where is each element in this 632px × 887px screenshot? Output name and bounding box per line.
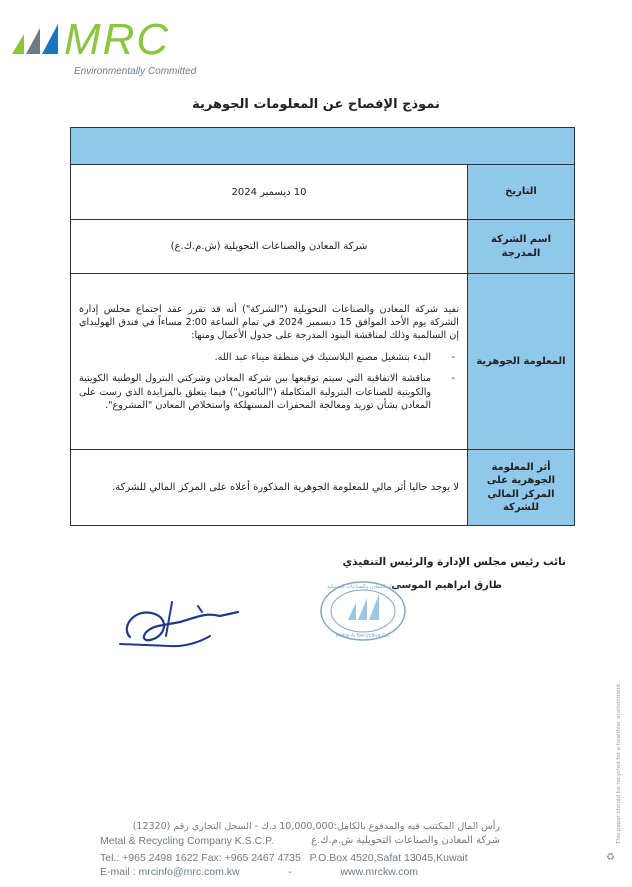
footer-company-ar: شركة المعادن والصناعات التحويلية ش.م.ك.ع: [311, 835, 500, 846]
mrc-logo: [10, 14, 200, 64]
impact-row: [71, 450, 575, 526]
footer-email: E-mail : mrcinfo@mrc.com.kw: [100, 866, 240, 878]
info-row: [71, 274, 575, 450]
footer-website[interactable]: www.mrckw.com: [340, 866, 419, 878]
handwritten-signature: [110, 592, 250, 652]
list-marker: -: [451, 373, 455, 385]
logo-text: MRC: [64, 15, 171, 64]
page-title: نموذج الإفصاح عن المعلومات الجوهرية: [192, 97, 440, 112]
footer-phones: Tel.: +965 2498 1622 Fax: +965 2467 4735: [100, 852, 301, 864]
agenda-list: [79, 351, 459, 413]
impact-label: أثر المعلومة الجوهرية على المركز المالي للشركة: [468, 450, 575, 526]
impact-value: لا يوجد حاليا أثر مالي للمعلومة الجوهرية المذكورة أعلاه على المركز المالي للشركة.: [71, 450, 468, 526]
footer-capital: رأس المال المكتتب فيه والمدفوع بالكامل:10,000,000 د.ك - السجل التجاري رقم (12320): [132, 821, 500, 832]
logo-triangle-gray: [26, 28, 40, 54]
disclosure-form-table: [70, 127, 575, 526]
table-header-row: [71, 128, 575, 165]
footer-company-en-row: [100, 835, 500, 847]
footer-address: P.O.Box 4520,Safat 13045,Kuwait: [309, 852, 468, 864]
date-row: [71, 165, 575, 220]
company-value: شركة المعادن والصناعات التحويلية (ش.م.ك.ع): [71, 220, 468, 274]
list-item: [79, 351, 459, 364]
date-value: 10 ديسمبر 2024: [71, 165, 468, 220]
footer-contact: [100, 852, 500, 864]
company-stamp: [318, 580, 408, 642]
logo-triangle-blue: [42, 24, 58, 54]
logo-tagline: Environmentally Committed: [74, 66, 197, 77]
date-label: التاريخ: [468, 165, 575, 220]
footer-company-en: Metal & Recycling Company K.S.C.P.: [100, 835, 274, 847]
stamp-english-text: Metal & Recycling Co.: [335, 633, 391, 639]
list-item-text: مناقشة الاتفاقية التي سيتم توقيعها بين شركة المعادن وشركتي البترول الوطنية الكويتية والكويتية للصناعات البترولية المتكاملة ("البائعون") فيما يتعلق بالمزايدة الذي رست على المعادن بشأن توريد ومعالجة المحفزات المستهلكة واستخلاص المعادن "المشروع".: [79, 373, 431, 412]
info-label: المعلومة الجوهرية: [468, 274, 575, 450]
info-value: [71, 274, 468, 450]
list-item: [79, 372, 459, 412]
company-row: [71, 220, 575, 274]
stamp-arabic-text: شركة المعادن والصناعات التحويلية: [327, 584, 399, 590]
footer-web: E-mail : mrcinfo@mrc.com.kw - www.mrckw.com: [100, 866, 419, 878]
signatory-title: نائب رئيس مجلس الإدارة والرئيس التنفيذي: [342, 556, 566, 568]
info-paragraph: تفيد شركة المعادن والصناعات التحويلية ("الشركة") أنه قد تقرر عقد اجتماع مجلس إدارة الشركة يوم الأحد الموافق 15 ديسمبر 2024 في تمام الساعة 2:00 مساءاً في فندق الهوليداي إن السالمية وذلك لمناقشة البنود المدرجة على جدول الأعمال ومنها:: [79, 303, 459, 342]
table-header-cell: [71, 128, 575, 165]
recycle-icon: ♻: [606, 852, 615, 863]
signatory-name: طارق ابراهيم الموسى: [391, 580, 502, 591]
company-label: اسم الشركة المدرجة: [468, 220, 575, 274]
recycle-side-note: This paper should be recycled for a healthier environment.: [616, 682, 622, 844]
logo-triangle-green: [12, 34, 24, 54]
list-marker: -: [451, 351, 455, 363]
list-item-text: البدء بتشغيل مصنع البلاستيك في منطقة ميناء عبد الله.: [214, 351, 431, 363]
